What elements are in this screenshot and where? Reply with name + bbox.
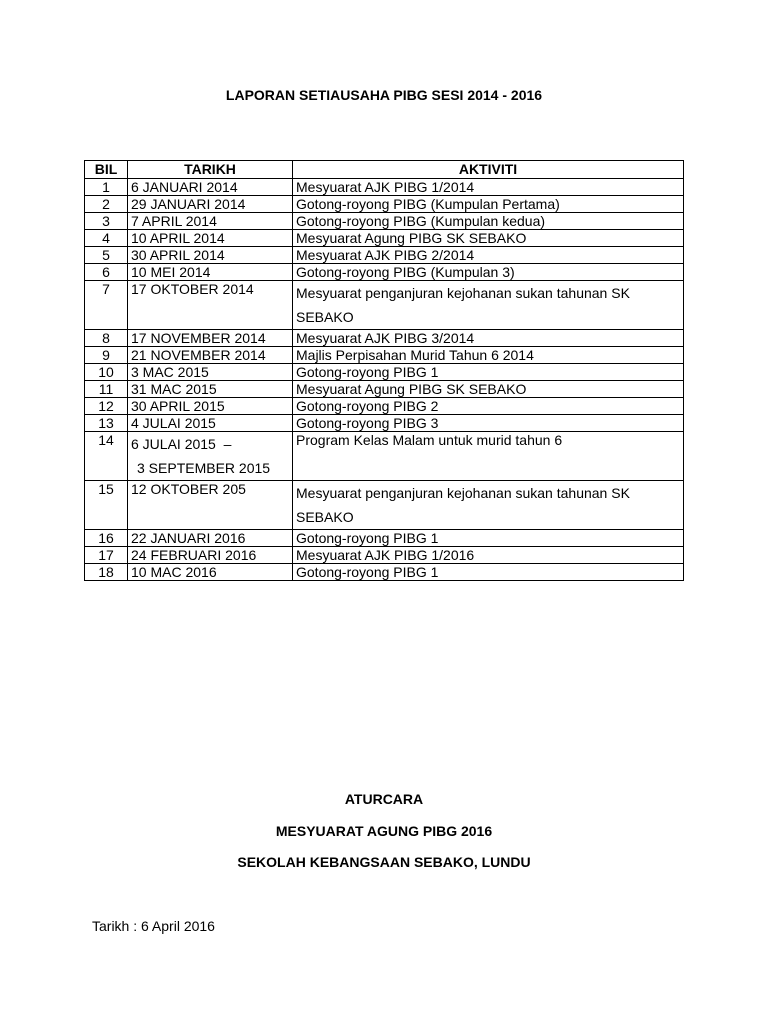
cell-aktiviti: Gotong-royong PIBG 1 xyxy=(293,530,684,547)
cell-aktiviti: Gotong-royong PIBG (Kumpulan Pertama) xyxy=(293,196,684,213)
table-row xyxy=(85,481,684,530)
agenda-meeting-title: MESYUARAT AGUNG PIBG 2016 xyxy=(275,823,493,839)
cell-tarikh: 10 APRIL 2014 xyxy=(128,230,293,247)
cell-aktiviti: Gotong-royong PIBG 2 xyxy=(293,398,684,415)
cell-tarikh: 24 FEBRUARI 2016 xyxy=(128,547,293,564)
cell-bil: 13 xyxy=(85,415,128,432)
cell-tarikh: 22 JANUARI 2016 xyxy=(128,530,293,547)
cell-tarikh: 3 MAC 2015 xyxy=(128,364,293,381)
cell-aktiviti: Gotong-royong PIBG (Kumpulan 3) xyxy=(293,264,684,281)
table-row xyxy=(85,547,684,564)
cell-aktiviti-line1: Mesyuarat penganjuran kejohanan sukan tahunan SK xyxy=(296,485,630,501)
cell-tarikh-line1: 6 JULAI 2015 – xyxy=(131,436,232,452)
table-row xyxy=(85,530,684,547)
cell-tarikh: 30 APRIL 2014 xyxy=(128,247,293,264)
cell-aktiviti: Mesyuarat Agung PIBG SK SEBAKO xyxy=(293,381,684,398)
cell-tarikh: 17 NOVEMBER 2014 xyxy=(128,330,293,347)
cell-tarikh: 7 APRIL 2014 xyxy=(128,213,293,230)
table-row xyxy=(85,415,684,432)
cell-aktiviti: Gotong-royong PIBG 3 xyxy=(293,415,684,432)
cell-bil: 7 xyxy=(85,281,128,330)
cell-bil: 17 xyxy=(85,547,128,564)
cell-tarikh: 29 JANUARI 2014 xyxy=(128,196,293,213)
cell-tarikh: 4 JULAI 2015 xyxy=(128,415,293,432)
cell-aktiviti: Mesyuarat AJK PIBG 2/2014 xyxy=(293,247,684,264)
cell-aktiviti: Program Kelas Malam untuk murid tahun 6 xyxy=(293,432,684,481)
agenda-date: Tarikh : 6 April 2016 xyxy=(92,918,215,934)
table-header-row xyxy=(85,161,684,179)
table-row xyxy=(85,213,684,230)
cell-bil: 8 xyxy=(85,330,128,347)
cell-bil: 14 xyxy=(85,432,128,481)
cell-bil: 15 xyxy=(85,481,128,530)
cell-aktiviti-line1: Mesyuarat penganjuran kejohanan sukan tahunan SK xyxy=(296,285,630,301)
cell-bil: 9 xyxy=(85,347,128,364)
cell-aktiviti: Mesyuarat AJK PIBG 3/2014 xyxy=(293,330,684,347)
cell-bil: 4 xyxy=(85,230,128,247)
cell-aktiviti: Gotong-royong PIBG (Kumpulan kedua) xyxy=(293,213,684,230)
table-row xyxy=(85,196,684,213)
cell-tarikh xyxy=(128,432,293,481)
cell-aktiviti: Gotong-royong PIBG 1 xyxy=(293,564,684,581)
table-row xyxy=(85,330,684,347)
header-aktiviti: AKTIVITI xyxy=(293,161,684,179)
cell-tarikh: 10 MEI 2014 xyxy=(128,264,293,281)
cell-aktiviti xyxy=(293,281,684,330)
cell-tarikh: 6 JANUARI 2014 xyxy=(128,179,293,196)
cell-bil: 2 xyxy=(85,196,128,213)
table-row xyxy=(85,398,684,415)
cell-aktiviti xyxy=(293,481,684,530)
cell-aktiviti: Gotong-royong PIBG 1 xyxy=(293,364,684,381)
cell-tarikh: 10 MAC 2016 xyxy=(128,564,293,581)
header-tarikh: TARIKH xyxy=(128,161,293,179)
agenda-school-name: SEKOLAH KEBANGSAAN SEBAKO, LUNDU xyxy=(237,854,531,870)
table-row xyxy=(85,347,684,364)
table-row xyxy=(85,281,684,330)
cell-tarikh: 12 OKTOBER 205 xyxy=(128,481,293,530)
activity-table xyxy=(84,160,684,581)
table-row xyxy=(85,264,684,281)
cell-aktiviti: Mesyuarat Agung PIBG SK SEBAKO xyxy=(293,230,684,247)
table-row xyxy=(85,247,684,264)
cell-bil: 10 xyxy=(85,364,128,381)
cell-bil: 12 xyxy=(85,398,128,415)
cell-aktiviti: Mesyuarat AJK PIBG 1/2016 xyxy=(293,547,684,564)
cell-tarikh: 17 OKTOBER 2014 xyxy=(128,281,293,330)
report-title: LAPORAN SETIAUSAHA PIBG SESI 2014 - 2016 xyxy=(225,87,543,103)
cell-aktiviti-line2: SEBAKO xyxy=(296,509,354,525)
cell-aktiviti: Mesyuarat AJK PIBG 1/2014 xyxy=(293,179,684,196)
cell-tarikh: 21 NOVEMBER 2014 xyxy=(128,347,293,364)
table-row xyxy=(85,432,684,481)
table-row xyxy=(85,230,684,247)
cell-bil: 18 xyxy=(85,564,128,581)
cell-aktiviti-line2: SEBAKO xyxy=(296,309,354,325)
cell-bil: 3 xyxy=(85,213,128,230)
agenda-heading: ATURCARA xyxy=(344,791,424,807)
cell-tarikh: 30 APRIL 2015 xyxy=(128,398,293,415)
cell-tarikh-line2: 3 SEPTEMBER 2015 xyxy=(137,460,271,476)
cell-bil: 1 xyxy=(85,179,128,196)
cell-bil: 11 xyxy=(85,381,128,398)
cell-bil: 5 xyxy=(85,247,128,264)
cell-bil: 6 xyxy=(85,264,128,281)
cell-tarikh: 31 MAC 2015 xyxy=(128,381,293,398)
table-row xyxy=(85,364,684,381)
cell-aktiviti: Majlis Perpisahan Murid Tahun 6 2014 xyxy=(293,347,684,364)
cell-bil: 16 xyxy=(85,530,128,547)
table-row xyxy=(85,381,684,398)
table-row xyxy=(85,564,684,581)
table-row xyxy=(85,179,684,196)
header-bil: BIL xyxy=(85,161,128,179)
